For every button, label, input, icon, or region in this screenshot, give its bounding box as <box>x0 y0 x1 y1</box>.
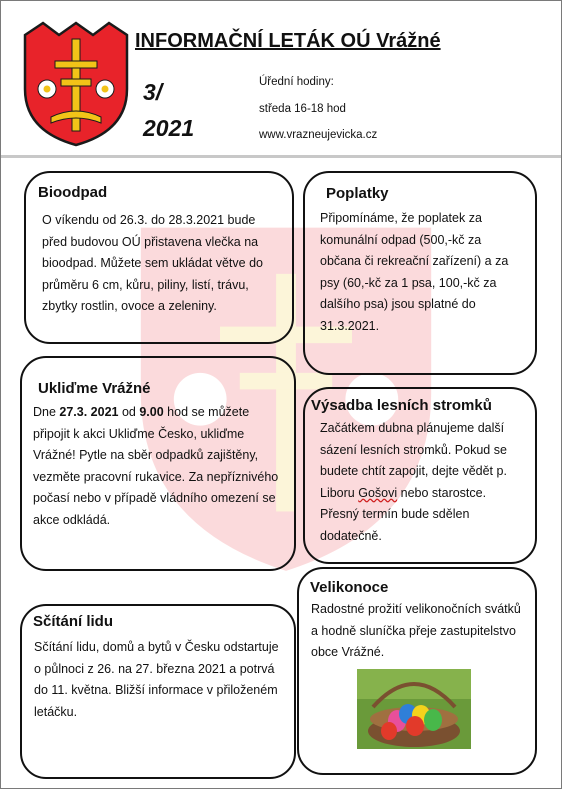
poplatky-title: Poplatky <box>326 185 389 202</box>
issue-year: 2021 <box>143 115 195 141</box>
velikonoce-text: Radostné prožití velikonočních svátků a hodně sluníčka přeje zastupitelstvo obce Vrážné. <box>311 602 521 659</box>
uklid-title: Ukliďme Vrážné <box>38 380 151 397</box>
easter-basket-image <box>357 669 471 749</box>
scitani-title: Sčítání lidu <box>33 613 114 630</box>
vysadba-title: Výsadba lesních stromků <box>311 397 492 414</box>
vysadba-text: Začátkem dubna plánujeme další sázení lesních stromků. Pokud se budete chtít zapojit, dejte vědět p. Liboru Gošovi nebo starostce. Přesný termín bude sdělen dodatečně. <box>320 421 507 543</box>
velikonoce-title: Velikonoce <box>310 579 389 596</box>
uklid-text: Dne 27.3. 2021 od 9.00 hod se můžete připojit k akci Ukliďme Česko, ukliďme Vrážné! Pytle na sběr odpadků zajištěny, vezměte pracovní rukavice. Za nepříznivého počasí nebo v případě vládního omezení se akce odkládá. <box>33 405 279 527</box>
uklid-date: 27.3. 2021 <box>59 405 119 419</box>
poplatky-text: Připomínáme, že poplatek za komunální odpad (500,-kč za občana či rekreační zařízení) a za psy (60,-kč za 1 psa, 100,-kč za dalšího psa) jsou splatné do 31.3.2021. <box>320 211 509 333</box>
header-divider <box>1 155 561 158</box>
website-link[interactable]: www.vrazneujevicka.cz <box>259 129 378 141</box>
uklid-time: 9.00 <box>139 405 164 419</box>
issue-number: 3/ <box>143 79 163 105</box>
office-hours-value: středa 16-18 hod <box>259 103 346 115</box>
bioodpad-title: Bioodpad <box>38 184 108 201</box>
vysadba-name: Gošovi <box>358 485 398 500</box>
crest-logo <box>23 21 129 147</box>
leaflet-title: INFORMAČNÍ LETÁK OÚ Vrážné <box>135 30 441 52</box>
scitani-text: Sčítání lidu, domů a bytů v Česku odstartuje o půlnoci z 26. na 27. března 2021 a potrvá do 11. května. Bližší informace v přiloženém letáčku. <box>34 640 279 719</box>
bioodpad-text: O víkendu od 26.3. do 28.3.2021 bude před budovou OÚ přistavena vlečka na bioodpad. Můžete sem ukládat větve do průměru 6 cm, kůru, piliny, listí, trávu, zbytky rostlin, ovoce a zeleniny. <box>42 213 263 313</box>
office-hours-label: Úřední hodiny: <box>259 76 334 88</box>
